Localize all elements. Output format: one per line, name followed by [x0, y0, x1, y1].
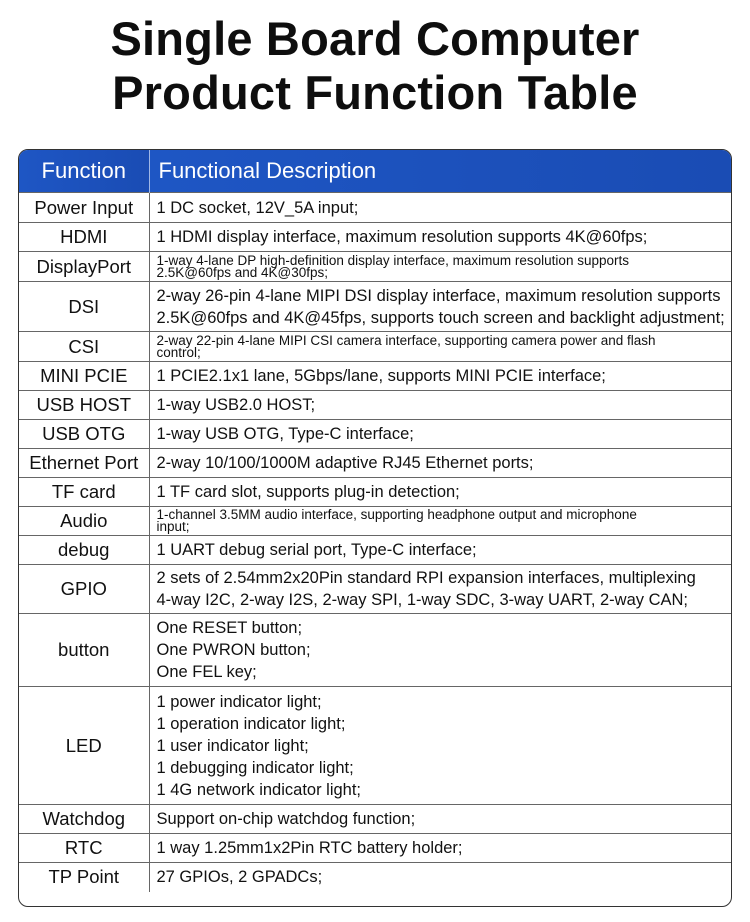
description-cell	[149, 614, 731, 687]
description-line: 1 operation indicator light;	[156, 714, 346, 733]
function-cell: CSI	[19, 332, 149, 362]
header-function: Function	[19, 150, 149, 193]
function-cell: LED	[19, 687, 149, 805]
description-cell	[149, 687, 731, 805]
table-row	[19, 282, 731, 332]
function-cell: Power Input	[19, 193, 149, 223]
description-line: 1 HDMI display interface, maximum resolution supports 4K@60fps;	[156, 228, 648, 246]
description-line: 1 debugging indicator light;	[156, 758, 354, 777]
function-cell: RTC	[19, 834, 149, 863]
description-cell	[149, 252, 731, 282]
function-cell: HDMI	[19, 223, 149, 252]
description-line: One RESET button;	[156, 619, 303, 637]
function-cell: TP Point	[19, 863, 149, 892]
description-cell	[149, 391, 731, 420]
description-cell	[149, 805, 731, 834]
function-cell: Ethernet Port	[19, 449, 149, 478]
description-line: 1 UART debug serial port, Type-C interface;	[156, 541, 477, 559]
description-line: One PWRON button;	[156, 641, 311, 659]
description-cell	[149, 420, 731, 449]
header-description: Functional Description	[149, 150, 731, 193]
table-body	[19, 193, 731, 892]
description-cell	[149, 565, 731, 614]
description-line: Support on-chip watchdog function;	[156, 810, 416, 828]
function-cell: Audio	[19, 507, 149, 536]
table-row	[19, 565, 731, 614]
table-row	[19, 614, 731, 687]
description-cell	[149, 536, 731, 565]
table-row	[19, 507, 731, 536]
title-line-2: Product Function Table	[112, 66, 638, 119]
table-row	[19, 193, 731, 223]
function-cell: debug	[19, 536, 149, 565]
description-line: 27 GPIOs, 2 GPADCs;	[156, 868, 323, 887]
description-line: 1-way USB2.0 HOST;	[156, 396, 316, 414]
description-cell	[149, 362, 731, 391]
description-line: 1 DC socket, 12V_5A input;	[156, 198, 359, 217]
description-line: input;	[156, 519, 190, 534]
table-row	[19, 223, 731, 252]
table-row	[19, 332, 731, 362]
function-cell: DisplayPort	[19, 252, 149, 282]
function-cell: USB HOST	[19, 391, 149, 420]
description-line: control;	[156, 344, 201, 360]
title-line-1: Single Board Computer	[110, 12, 640, 65]
table-row	[19, 478, 731, 507]
table-row	[19, 863, 731, 892]
description-line: 2 sets of 2.54mm2x20Pin standard RPI expansion interfaces, multiplexing	[156, 569, 696, 587]
table-row	[19, 420, 731, 449]
description-cell	[149, 507, 731, 536]
description-line: 1-way 4-lane DP high-definition display interface, maximum resolution supports	[156, 252, 629, 268]
table-row	[19, 687, 731, 805]
description-cell	[149, 478, 731, 507]
description-line: 2.5K@60fps and 4K@30fps;	[156, 264, 329, 280]
description-line: 1-way USB OTG, Type-C interface;	[156, 425, 414, 443]
description-cell	[149, 282, 731, 332]
table-row	[19, 362, 731, 391]
description-line: 1-channel 3.5MM audio interface, supporting headphone output and microphone	[156, 507, 637, 522]
description-cell	[149, 332, 731, 362]
function-cell: button	[19, 614, 149, 687]
table-row	[19, 252, 731, 282]
function-cell: Watchdog	[19, 805, 149, 834]
description-cell	[149, 834, 731, 863]
function-cell: GPIO	[19, 565, 149, 614]
description-line: 1 PCIE2.1x1 lane, 5Gbps/lane, supports MINI PCIE interface;	[156, 367, 606, 385]
description-line: 2-way 22-pin 4-lane MIPI CSI camera interface, supporting camera power and flash	[156, 332, 656, 348]
function-table	[18, 149, 732, 907]
function-cell: DSI	[19, 282, 149, 332]
description-line: 1 way 1.25mm1x2Pin RTC battery holder;	[156, 839, 463, 857]
function-cell: TF card	[19, 478, 149, 507]
description-line: One FEL key;	[156, 663, 257, 681]
description-line: 1 TF card slot, supports plug-in detection;	[156, 483, 460, 501]
description-line: 2-way 26-pin 4-lane MIPI DSI display interface, maximum resolution supports	[156, 286, 721, 305]
function-cell: USB OTG	[19, 420, 149, 449]
function-cell: MINI PCIE	[19, 362, 149, 391]
description-line: 2.5K@60fps and 4K@45fps, supports touch screen and backlight adjustment;	[156, 308, 725, 327]
description-cell	[149, 223, 731, 252]
page-title	[0, 12, 750, 120]
description-line: 1 power indicator light;	[156, 692, 322, 711]
description-line: 1 4G network indicator light;	[156, 780, 362, 799]
table-row	[19, 391, 731, 420]
table-row	[19, 834, 731, 863]
table-row	[19, 536, 731, 565]
table-header-row	[19, 150, 731, 193]
description-line: 2-way 10/100/1000M adaptive RJ45 Ethernet ports;	[156, 454, 534, 472]
table-row	[19, 805, 731, 834]
table-row	[19, 449, 731, 478]
description-line: 4-way I2C, 2-way I2S, 2-way SPI, 1-way SDC, 3-way UART, 2-way CAN;	[156, 591, 689, 609]
description-cell	[149, 449, 731, 478]
description-cell	[149, 863, 731, 892]
description-cell	[149, 193, 731, 223]
description-line: 1 user indicator light;	[156, 736, 309, 755]
